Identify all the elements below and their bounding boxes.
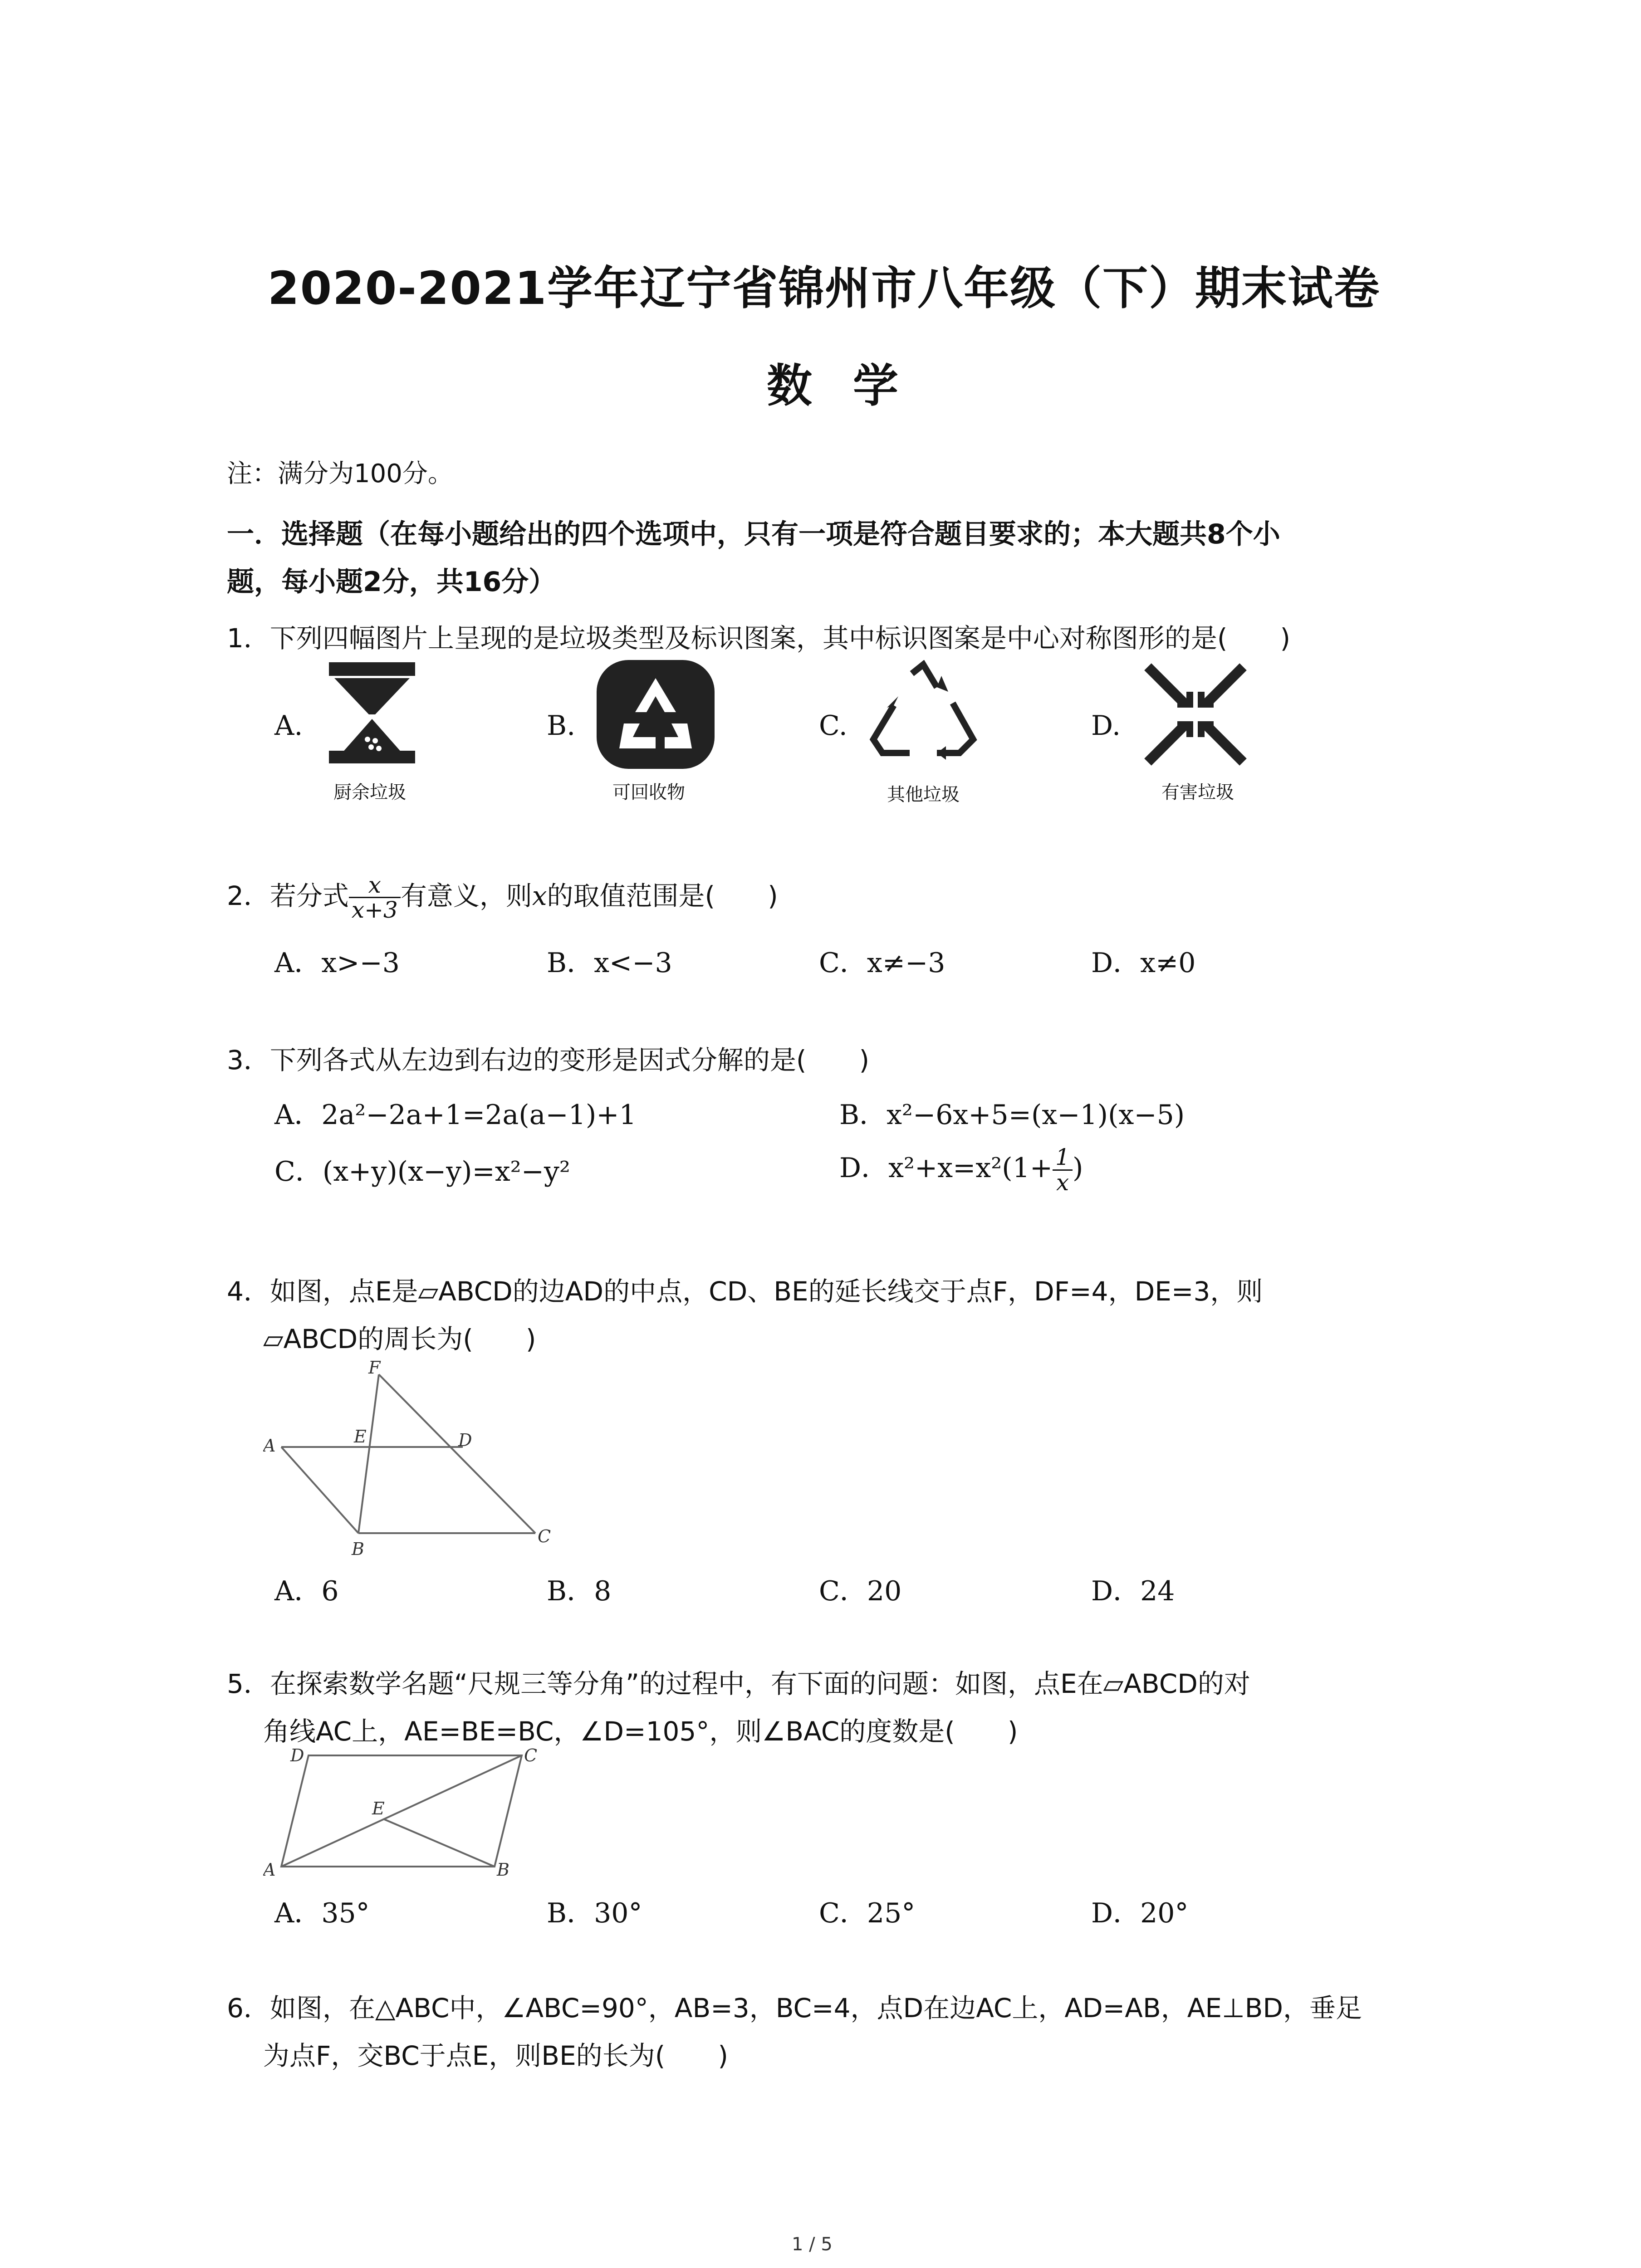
q3-option-d-fraction — [1053, 1145, 1073, 1194]
q3-option-b: B．x²−6x+5=(x−1)(x−5) — [839, 1099, 1185, 1131]
subject-title: 数学 — [767, 359, 939, 412]
q5-label-d: D — [290, 1745, 304, 1765]
q3-option-a: A．2a²−2a+1=2a(a−1)+1 — [274, 1099, 637, 1131]
q5-option-b: B．30° — [547, 1897, 642, 1929]
q3-stem: 3．下列各式从左边到右边的变形是因式分解的是( ) — [227, 1045, 870, 1075]
other-waste-icon — [869, 660, 978, 769]
q5-stem-line1: 5．在探索数学名题“尺规三等分角”的过程中，有下面的问题：如图，点E在▱ABCD的对 — [227, 1668, 1250, 1699]
kitchen-waste-icon — [324, 660, 420, 764]
q4-label-b: B — [352, 1539, 364, 1559]
q2-stem-suffix: 的取值范围是( ) — [547, 880, 778, 911]
page-number: 1 / 5 — [792, 2234, 833, 2255]
section-heading-line1: 一．选择题（在每小题给出的四个选项中，只有一项是符合题目要求的；本大题共8个小 — [227, 518, 1280, 550]
q1-stem: 1．下列四幅图片上呈现的是垃圾类型及标识图案，其中标识图案是中心对称图形的是( ) — [227, 623, 1291, 654]
q5-stem-line2: 角线AC上，AE=BE=BC，∠D=105°，则∠BAC的度数是( ) — [263, 1716, 1018, 1747]
q5-option-c: C．25° — [819, 1897, 916, 1929]
q5-label-e: E — [372, 1799, 385, 1818]
q4-stem-line1: 4．如图，点E是▱ABCD的边AD的中点，CD、BE的延长线交于点F，DF=4，DE=3，则 — [227, 1276, 1263, 1307]
q1-option-c-letter: C. — [819, 710, 847, 742]
exam-title: 2020-2021学年辽宁省锦州市八年级（下）期末试卷 — [268, 262, 1381, 315]
q4-option-b: B．8 — [547, 1575, 612, 1607]
q4-label-d: D — [458, 1430, 472, 1450]
q1-option-c-label: 其他垃圾 — [887, 784, 960, 805]
q5-parallelogram-figure — [263, 1744, 563, 1885]
q1-option-a-label: 厨余垃圾 — [333, 782, 406, 803]
q1-option-d-label: 有害垃圾 — [1161, 782, 1234, 803]
q5-option-d: D．20° — [1091, 1897, 1189, 1929]
q6-stem-line1: 6．如图，在△ABC中，∠ABC=90°，AB=3，BC=4，点D在边AC上，AD=AB，AE⊥BD，垂足 — [227, 1993, 1362, 2024]
q1-option-a-letter: A. — [274, 710, 303, 742]
q2-option-b: B．x<−3 — [547, 947, 672, 979]
q2-stem — [227, 862, 778, 930]
q5-label-c: C — [524, 1745, 538, 1765]
q2-stem-prefix: 2．若分式 — [227, 880, 349, 911]
q4-option-c: C．20 — [819, 1575, 902, 1607]
q2-fraction-numerator: x — [368, 871, 381, 898]
q1-option-b-letter: B. — [547, 710, 576, 742]
q3-option-d — [839, 1134, 1083, 1202]
q2-stem-mid: 有意义，则 — [400, 880, 532, 911]
q4-parallelogram-figure — [263, 1356, 563, 1565]
q1-option-b-label: 可回收物 — [612, 782, 685, 803]
q5-label-a: A — [263, 1860, 276, 1880]
hazardous-waste-icon — [1141, 660, 1250, 769]
q4-option-a: A．6 — [274, 1575, 339, 1607]
q4-label-f: F — [368, 1358, 381, 1378]
q3-option-d-denominator: x — [1053, 1169, 1073, 1195]
q5-option-a: A．35° — [274, 1897, 370, 1929]
q4-label-c: C — [538, 1526, 551, 1546]
q3-option-d-prefix: D．x²+x=x²(1+ — [839, 1152, 1053, 1184]
q2-option-c: C．x≠−3 — [819, 947, 945, 979]
q3-option-d-suffix: ) — [1072, 1152, 1083, 1184]
q4-label-a: A — [263, 1436, 276, 1456]
q2-fraction — [349, 873, 401, 922]
q2-option-a: A．x>−3 — [274, 947, 400, 979]
q5-label-b: B — [497, 1860, 509, 1880]
q2-variable: x — [532, 880, 547, 911]
q4-stem-line2: ▱ABCD的周长为( ) — [263, 1324, 536, 1354]
q4-label-e: E — [354, 1427, 367, 1447]
score-note: 注：满分为100分。 — [227, 459, 453, 489]
q3-option-d-numerator: 1 — [1055, 1144, 1070, 1171]
q6-stem-line2: 为点F，交BC于点E，则BE的长为( ) — [263, 2040, 728, 2071]
q3-option-c: C．(x+y)(x−y)=x²−y² — [274, 1156, 570, 1188]
recyclable-icon — [597, 660, 715, 769]
q2-fraction-denominator: x+3 — [349, 897, 401, 922]
q1-option-d-letter: D. — [1091, 710, 1121, 742]
q4-option-d: D．24 — [1091, 1575, 1175, 1607]
q2-option-d: D．x≠0 — [1091, 947, 1196, 979]
section-heading-line2: 题，每小题2分，共16分） — [227, 566, 556, 598]
